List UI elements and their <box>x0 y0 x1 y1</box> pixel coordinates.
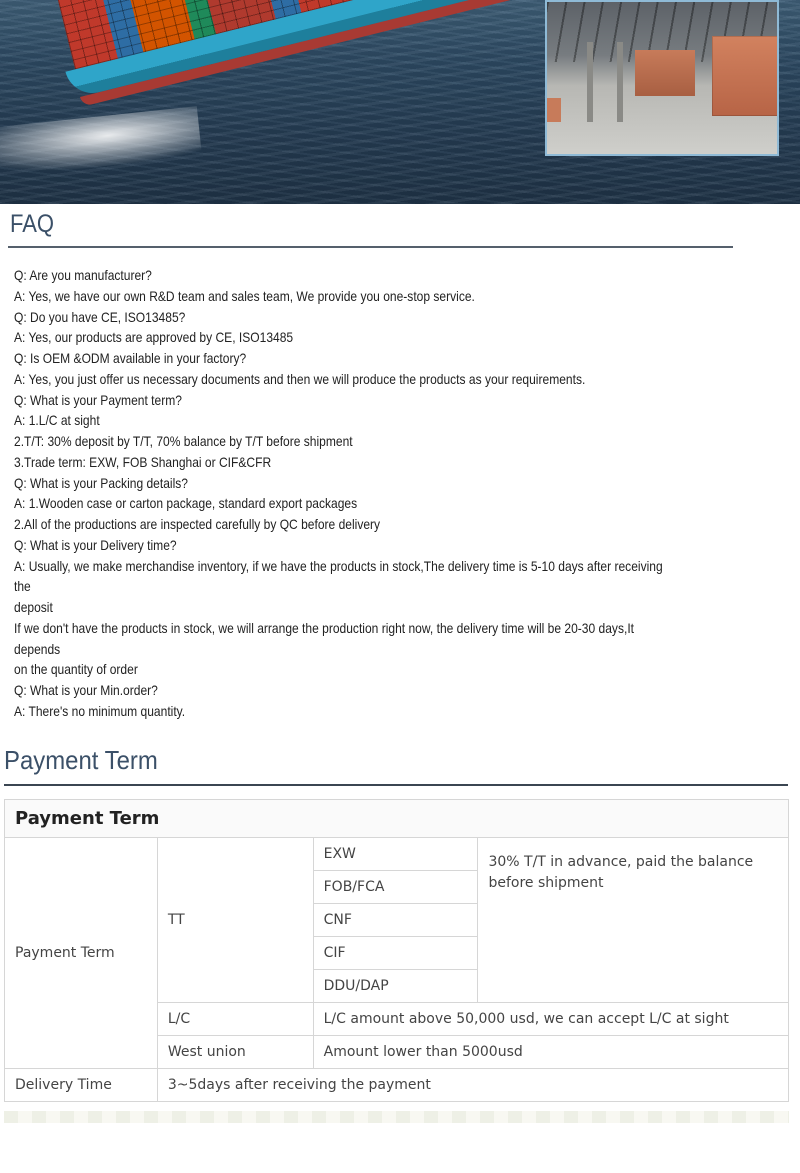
faq-list <box>14 265 734 722</box>
trade-term-cif: CIF <box>313 937 478 970</box>
warehouse-photo <box>545 0 779 156</box>
faq-line: A: There's no minimum quantity. <box>14 702 186 719</box>
faq-divider <box>8 246 733 248</box>
decorative-strip <box>4 1111 789 1123</box>
warehouse-pillar <box>587 42 593 122</box>
faq-line: If we don't have the products in stock, we will arrange the production right now, the delivery time will be 20-30 days,It <box>14 619 635 636</box>
carton-stack <box>712 36 778 116</box>
faq-line: A: 1.Wooden case or carton package, standard export packages <box>14 495 358 512</box>
faq-line: A: Yes, our products are approved by CE, ISO13485 <box>14 329 294 346</box>
west-union-note: Amount lower than 5000usd <box>313 1036 788 1069</box>
faq-line: Q: What is your Min.order? <box>14 682 158 698</box>
table-header: Payment Term <box>5 800 789 838</box>
faq-line: 3.Trade term: EXW, FOB Shanghai or CIF&CFR <box>14 453 272 470</box>
faq-line: deposit <box>14 599 53 615</box>
delivery-time-label: Delivery Time <box>5 1069 158 1102</box>
hero-banner <box>0 0 800 204</box>
delivery-time-note: 3~5days after receiving the payment <box>157 1069 788 1102</box>
tt-label: TT <box>157 838 313 1003</box>
payment-section-title: Payment Term <box>4 745 158 775</box>
trade-term-exw: EXW <box>313 838 478 871</box>
faq-line: 2.All of the productions are inspected carefully by QC before delivery <box>14 516 381 532</box>
faq-line: on the quantity of order <box>14 661 138 678</box>
payment-term-table <box>4 799 789 1102</box>
tt-note: 30% T/T in advance, paid the balance before shipment <box>478 838 789 1003</box>
faq-line: A: 1.L/C at sight <box>14 412 100 429</box>
faq-line: Q: What is your Delivery time? <box>14 536 177 553</box>
carton-stack <box>547 98 561 122</box>
faq-title: FAQ <box>10 210 55 238</box>
west-union-label: West union <box>157 1036 313 1069</box>
payment-term-label: Payment Term <box>5 838 158 1069</box>
faq-line: the <box>14 578 31 595</box>
faq-line: Q: What is your Payment term? <box>14 391 182 408</box>
faq-line: Q: What is your Packing details? <box>14 474 188 491</box>
lc-label: L/C <box>157 1003 313 1036</box>
faq-line: Q: Do you have CE, ISO13485? <box>14 308 186 325</box>
faq-line: 2.T/T: 30% deposit by T/T, 70% balance by T/T before shipment <box>14 433 353 449</box>
lc-note: L/C amount above 50,000 usd, we can accept L/C at sight <box>313 1003 788 1036</box>
faq-line: depends <box>14 640 61 657</box>
faq-line: A: Yes, you just offer us necessary documents and then we will produce the products as your requirements. <box>14 370 586 387</box>
carton-stack <box>635 50 695 96</box>
trade-term-cnf: CNF <box>313 904 478 937</box>
faq-line: A: Usually, we make merchandise inventory, if we have the products in stock,The delivery time is 5-10 days after receiving <box>14 557 663 574</box>
trade-term-fob-fca: FOB/FCA <box>313 871 478 904</box>
warehouse-pillar <box>617 42 623 122</box>
faq-line: Q: Are you manufacturer? <box>14 267 152 283</box>
faq-line: Q: Is OEM &ODM available in your factory? <box>14 350 247 366</box>
payment-divider <box>4 784 788 786</box>
faq-line: A: Yes, we have our own R&D team and sales team, We provide you one-stop service. <box>14 287 475 304</box>
trade-term-ddu-dap: DDU/DAP <box>313 970 478 1003</box>
